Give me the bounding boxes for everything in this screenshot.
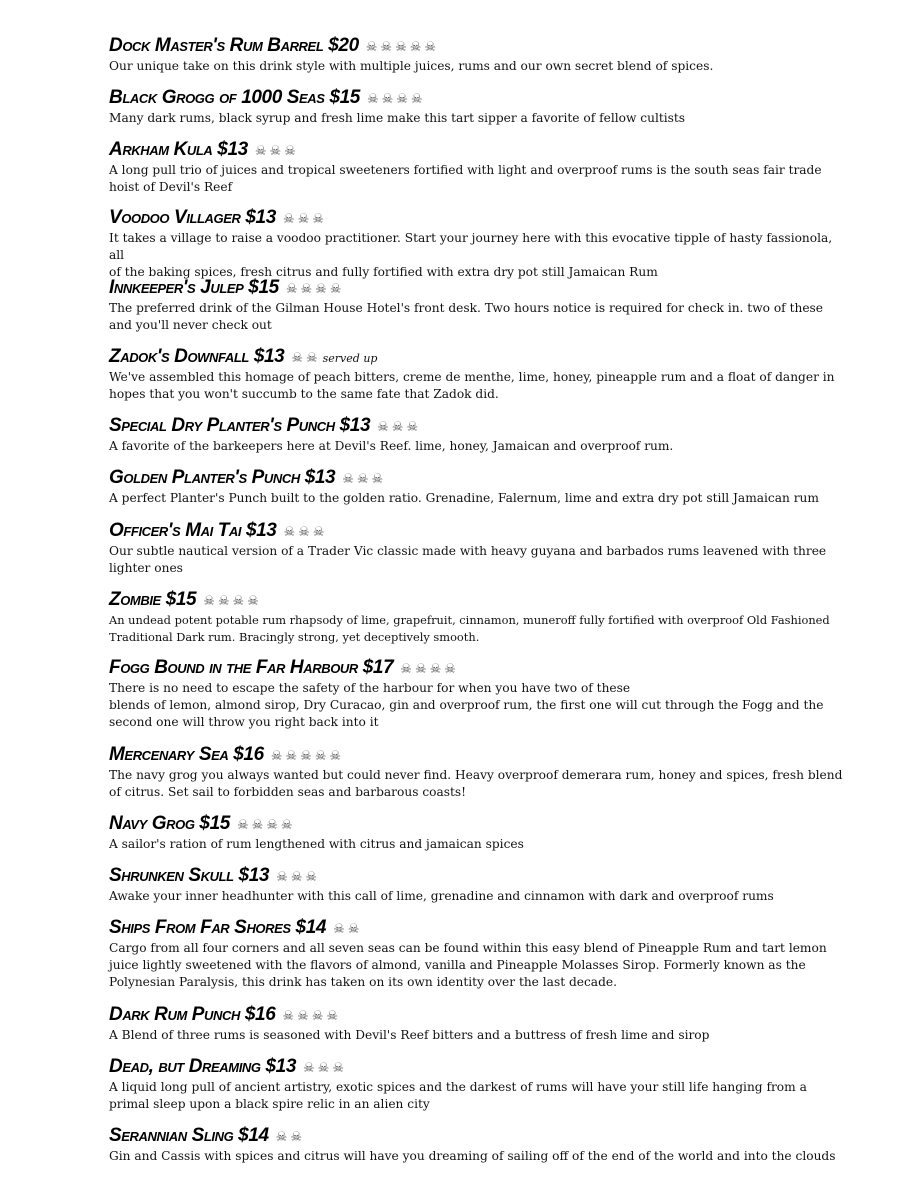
skull-icon: ☠ <box>251 818 264 833</box>
skull-icon: ☠ <box>409 40 422 55</box>
skull-icon: ☠ <box>298 525 310 540</box>
drink-title: Officer's Mai Tai $13 <box>109 520 277 541</box>
strength-rating <box>276 871 320 885</box>
skull-icon: ☠ <box>282 212 295 227</box>
skull-icon: ☠ <box>391 420 404 435</box>
skull-icon: ☠ <box>300 282 313 297</box>
skull-icon: ☠ <box>290 870 303 885</box>
menu-item <box>109 864 849 905</box>
drink-description: The navy grog you always wanted but could never find. Heavy overproof demerara rum, honey and spices, fresh blend of citrus. Set sail to forbidden seas and barbarous coasts! <box>109 768 843 799</box>
skull-icon: ☠ <box>285 749 298 764</box>
skull-icon: ☠ <box>280 818 293 833</box>
drink-title: Shrunken Skull $13 <box>109 865 270 886</box>
strength-rating <box>367 93 426 107</box>
skull-icon: ☠ <box>342 472 354 487</box>
skull-icon: ☠ <box>254 144 267 159</box>
drink-description: It takes a village to raise a voodoo practitioner. Start your journey here with this evocative tipple of hasty fassionola, all of the baking spices, fresh citrus and fully fortified with extra dry pot still Jamaican Rum <box>109 231 833 279</box>
menu-item-title-line <box>109 812 849 834</box>
skull-icon: ☠ <box>203 594 215 609</box>
skull-icon: ☠ <box>312 525 325 540</box>
drink-title: Black Grogg of 1000 Seas $15 <box>109 87 360 108</box>
skull-icon: ☠ <box>305 351 318 366</box>
drink-title: Navy Grog $15 <box>109 813 230 834</box>
skull-icon: ☠ <box>312 212 324 227</box>
menu-item-title-line <box>109 656 849 678</box>
menu-item-title-line <box>109 414 849 436</box>
skull-icon: ☠ <box>395 40 407 55</box>
skull-icon: ☠ <box>424 40 437 55</box>
menu-item-title-line <box>109 34 849 56</box>
menu-item <box>109 1003 849 1044</box>
drink-title: Dead, but Dreaming $13 <box>109 1056 297 1077</box>
menu-item <box>109 519 849 577</box>
menu-item-title-line <box>109 466 849 488</box>
skull-icon: ☠ <box>266 818 278 833</box>
menu-item-title-line <box>109 276 849 298</box>
drink-title: Dark Rum Punch $16 <box>109 1004 276 1025</box>
menu-item <box>109 206 849 281</box>
drink-description: A perfect Planter's Punch built to the golden ratio. Grenadine, Falernum, lime and extra dry pot still Jamaican rum <box>109 491 819 505</box>
skull-icon: ☠ <box>282 1009 295 1024</box>
menu-item <box>109 345 849 403</box>
skull-icon: ☠ <box>332 1061 344 1076</box>
skull-icon: ☠ <box>297 212 310 227</box>
skull-icon: ☠ <box>444 662 456 677</box>
drink-title: Arkham Kula $13 <box>109 139 248 160</box>
menu-item-title-line <box>109 86 849 108</box>
menu-item <box>109 1055 849 1113</box>
skull-icon: ☠ <box>317 1061 330 1076</box>
strength-rating <box>283 213 327 227</box>
drink-title: Innkeeper's Julep $15 <box>109 277 279 298</box>
skull-icon: ☠ <box>291 351 303 366</box>
skull-icon: ☠ <box>396 92 408 107</box>
drink-title: Voodoo Villager $13 <box>109 207 276 228</box>
skull-icon: ☠ <box>381 92 394 107</box>
drink-description: Cargo from all four corners and all seven seas can be found within this easy blend of Pineapple Rum and tart lemon juice lightly sweetened with the flavors of almond, vanilla and Pineapple Molasses Sirop. Formerly known as the Polynesian Paralysis, this drink has taken on its own identity over the last decade. <box>109 941 827 989</box>
strength-rating <box>303 1062 347 1076</box>
skull-icon: ☠ <box>270 749 283 764</box>
drink-description: A Blend of three rums is seasoned with Devil's Reef bitters and a buttress of fresh lime and sirop <box>109 1028 710 1042</box>
drink-description: A sailor's ration of rum lengthened with citrus and jamaican spices <box>109 837 524 851</box>
drink-title: Serannian Sling $14 <box>109 1125 269 1146</box>
drink-description: A long pull trio of juices and tropical sweeteners fortified with light and overproof rums is the south seas fair trade hoist of Devil's Reef <box>109 163 822 194</box>
drink-title: Mercenary Sea $16 <box>109 744 264 765</box>
strength-rating <box>291 352 320 366</box>
skull-icon: ☠ <box>347 922 360 937</box>
skull-icon: ☠ <box>356 472 369 487</box>
menu-item-title-line <box>109 1055 849 1077</box>
skull-icon: ☠ <box>429 662 442 677</box>
strength-rating <box>237 819 296 833</box>
drink-title: Ships From Far Shores $14 <box>109 917 327 938</box>
menu-item <box>109 86 849 127</box>
drink-title: Fogg Bound in the Far Harbour $17 <box>109 657 394 678</box>
drink-description: Our unique take on this drink style with multiple juices, rums and our own secret blend of spices. <box>109 59 714 73</box>
menu-item <box>109 588 849 646</box>
skull-icon: ☠ <box>247 594 259 609</box>
strength-rating <box>333 923 362 937</box>
strength-rating <box>203 595 262 609</box>
drink-description: Our subtle nautical version of a Trader Vic classic made with heavy guyana and barbados rums leavened with three lighter ones <box>109 544 827 575</box>
skull-icon: ☠ <box>300 749 312 764</box>
drink-title: Zadok's Downfall $13 <box>109 346 285 367</box>
menu-item-title-line <box>109 588 849 610</box>
menu-item-title-line <box>109 345 849 367</box>
skull-icon: ☠ <box>285 282 298 297</box>
menu-item <box>109 743 849 801</box>
skull-icon: ☠ <box>290 1130 302 1145</box>
menu-item <box>109 916 849 991</box>
skull-icon: ☠ <box>326 1009 339 1024</box>
menu-item-title-line <box>109 864 849 886</box>
skull-icon: ☠ <box>400 662 412 677</box>
strength-rating <box>282 1010 341 1024</box>
skull-icon: ☠ <box>314 749 327 764</box>
skull-icon: ☠ <box>283 525 296 540</box>
drink-title: Dock Master's Rum Barrel $20 <box>109 35 359 56</box>
skull-icon: ☠ <box>371 472 384 487</box>
drink-description: The preferred drink of the Gilman House Hotel's front desk. Two hours notice is required for check in. two of these and you'll never check out <box>109 301 823 332</box>
strength-rating <box>366 41 439 55</box>
menu-item-title-line <box>109 743 849 765</box>
menu-item-title-line <box>109 1124 849 1146</box>
drink-description: A liquid long pull of ancient artistry, exotic spices and the darkest of rums will have your still life hanging from a primal sleep upon a black spire relic in an alien city <box>109 1080 807 1111</box>
strength-rating <box>400 663 459 677</box>
menu-item-title-line <box>109 138 849 160</box>
strength-rating <box>283 526 327 540</box>
drink-description: A favorite of the barkeepers here at Devil's Reef. lime, honey, Jamaican and overproof rum. <box>109 439 674 453</box>
drink-title: Special Dry Planter's Punch $13 <box>109 415 371 436</box>
drink-description: An undead potent potable rum rhapsody of lime, grapefruit, cinnamon, muneroff fully fortified with overproof Old Fashioned Traditional Dark rum. Bracingly strong, yet deceptively smooth. <box>109 613 830 644</box>
menu-item <box>109 1124 849 1165</box>
skull-icon: ☠ <box>275 1130 288 1145</box>
drink-description: Awake your inner headhunter with this call of lime, grenadine and cinnamon with dark and overproof rums <box>109 889 774 903</box>
menu-item-title-line <box>109 519 849 541</box>
skull-icon: ☠ <box>329 749 342 764</box>
menu-item <box>109 414 849 455</box>
strength-rating <box>286 283 345 297</box>
menu-item <box>109 466 849 507</box>
skull-icon: ☠ <box>329 282 342 297</box>
skull-icon: ☠ <box>414 662 427 677</box>
skull-icon: ☠ <box>380 40 393 55</box>
skull-icon: ☠ <box>236 818 249 833</box>
strength-rating <box>276 1131 305 1145</box>
skull-icon: ☠ <box>410 92 423 107</box>
skull-icon: ☠ <box>269 144 282 159</box>
drink-description: We've assembled this homage of peach bitters, creme de menthe, lime, honey, pineapple rum and a float of danger in hopes that you won't succumb to the same fate that Zadok did. <box>109 370 835 401</box>
skull-icon: ☠ <box>311 1009 324 1024</box>
strength-rating <box>255 145 299 159</box>
menu-item <box>109 656 849 731</box>
menu-item <box>109 812 849 853</box>
skull-icon: ☠ <box>365 40 378 55</box>
skull-icon: ☠ <box>284 144 296 159</box>
drink-description: Many dark rums, black syrup and fresh lime make this tart sipper a favorite of fellow cultists <box>109 111 686 125</box>
skull-icon: ☠ <box>406 420 419 435</box>
skull-icon: ☠ <box>377 420 389 435</box>
menu-item-title-line <box>109 916 849 938</box>
drink-description: Gin and Cassis with spices and citrus will have you dreaming of sailing off of the end of the world and into the clouds <box>109 1149 836 1163</box>
menu-item <box>109 34 849 75</box>
menu-item-title-line <box>109 206 849 228</box>
strength-rating <box>377 421 421 435</box>
skull-icon: ☠ <box>305 870 318 885</box>
skull-icon: ☠ <box>303 1061 315 1076</box>
drink-title: Zombie $15 <box>109 589 197 610</box>
serving-note: served up <box>322 352 378 365</box>
skull-icon: ☠ <box>333 922 345 937</box>
menu-item-title-line <box>109 1003 849 1025</box>
skull-icon: ☠ <box>297 1009 309 1024</box>
drink-title: Golden Planter's Punch $13 <box>109 467 336 488</box>
skull-icon: ☠ <box>366 92 379 107</box>
skull-icon: ☠ <box>232 594 245 609</box>
menu-item <box>109 138 849 196</box>
skull-icon: ☠ <box>315 282 327 297</box>
skull-icon: ☠ <box>276 870 288 885</box>
strength-rating <box>271 750 344 764</box>
menu-item <box>109 276 849 334</box>
drink-description: There is no need to escape the safety of the harbour for when you have two of these blends of lemon, almond sirop, Dry Curacao, gin and overproof rum, the first one will cut through the Fogg and the second one will throw you right back into it <box>109 681 824 729</box>
strength-rating <box>342 473 386 487</box>
skull-icon: ☠ <box>217 594 230 609</box>
